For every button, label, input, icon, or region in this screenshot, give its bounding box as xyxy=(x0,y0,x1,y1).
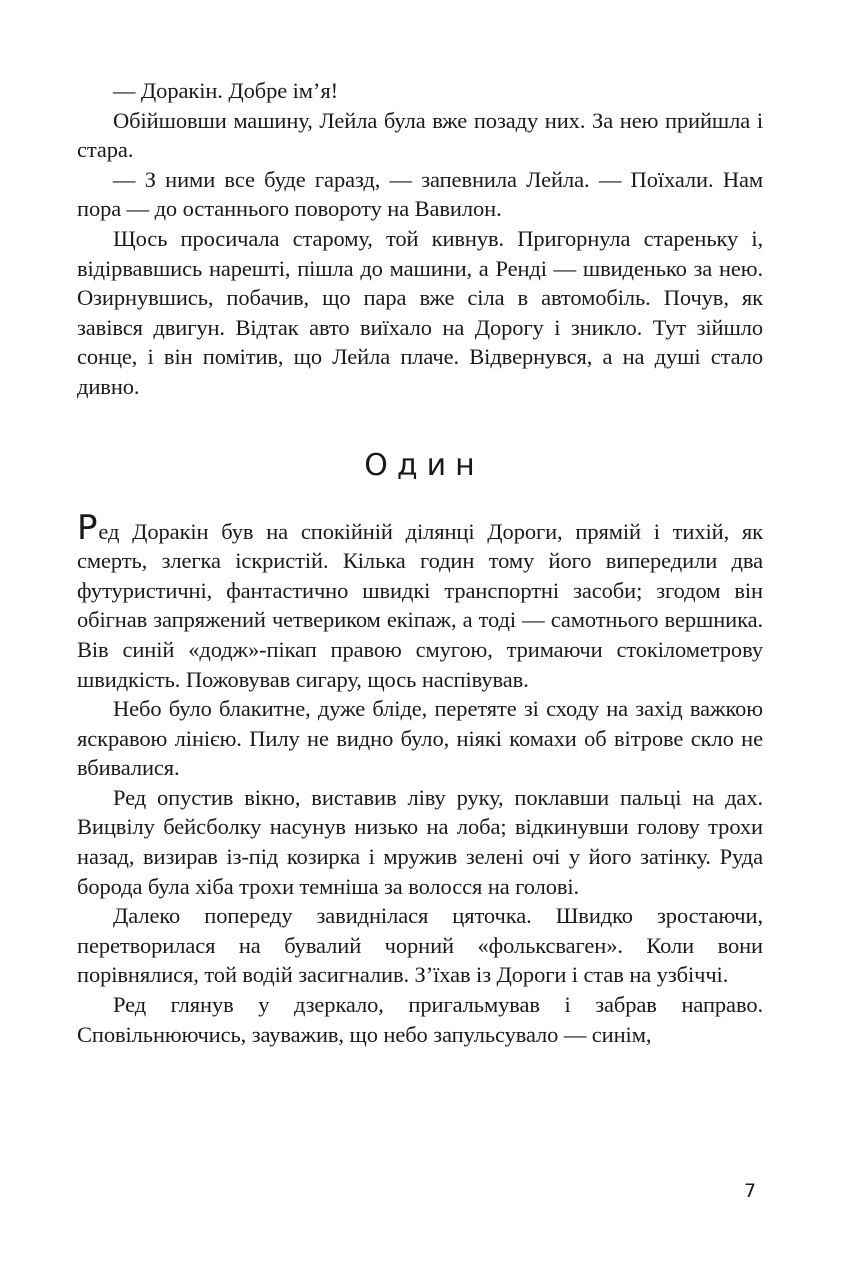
page-number: 7 xyxy=(744,1180,757,1202)
prologue-paragraph: — Доракін. Добре ім’я! xyxy=(113,78,338,103)
prologue-paragraph: Щось просичала старому, той кивнув. Пригорнула стареньку і, відірвавшись нарешті, пішла до машини, а Ренді — швиденько за нею. Озирнувшись, побачив, що пара вже сіла в автомобіль. Почув, як завівся двигун. Відтак авто виїхало на Дорогу і зникло. Тут зійшло сонце, і він помітив, що Лейла плаче. Відвернувся, а на душі стало дивно. xyxy=(77,225,763,399)
chapter-paragraph: Ред опустив вікно, виставив ліву руку, поклавши пальці на дах. Вицвілу бейсболку насунув низько на лоба; відкинувши голову трохи назад, визирав із-під козирка і мружив зелені очі у його затінку. Руда борода була хіба трохи темніша за волосся на голові. xyxy=(77,784,763,899)
book-page xyxy=(77,76,763,1049)
prologue-paragraph: — З ними все буде гаразд, — запевнила Лейла. — Поїхали. Нам пора — до останнього повороту на Вавилон. xyxy=(77,166,763,222)
drop-cap: Р xyxy=(77,507,98,548)
chapter-first-paragraph xyxy=(77,507,763,695)
chapter-paragraph: Ред глянув у дзеркало, пригальмував і забрав направо. Сповільнюючись, зауважив, що небо запульсувало — синім, xyxy=(77,992,763,1047)
chapter-first-paragraph-text: ед Доракін був на спокійній ділянці Дороги, прямій і тихій, як смерть, злегка іскристій. Кілька годин тому його випередили два футуристичні, фантастично швидкі транспортні засоби; згодом він обігнав запряжений четвериком екіпаж, а тоді — самотнього вершника. Вів синій «додж»-пікап правою смугою, тримаючи стокілометрову швидкість. Пожовував сигару, щось наспівував. xyxy=(77,518,763,692)
chapter-title: Один xyxy=(364,447,484,483)
chapter-paragraph: Далеко попереду завиднілася цяточка. Швидко зростаючи, перетворилася на бувалий чорний «фольксваген». Коли вони порівнялися, той водій засигналив. З’їхав із Дороги і став на узбіччі. xyxy=(77,903,763,988)
prologue-paragraph: Обійшовши машину, Лейла була вже позаду них. За нею прийшла і стара. xyxy=(77,107,763,163)
chapter-paragraph: Небо було блакитне, дуже бліде, перетяте зі сходу на захід важкою яскравою лінією. Пилу не видно було, ніякі комахи об вітрове скло не вбивалися. xyxy=(77,696,763,781)
